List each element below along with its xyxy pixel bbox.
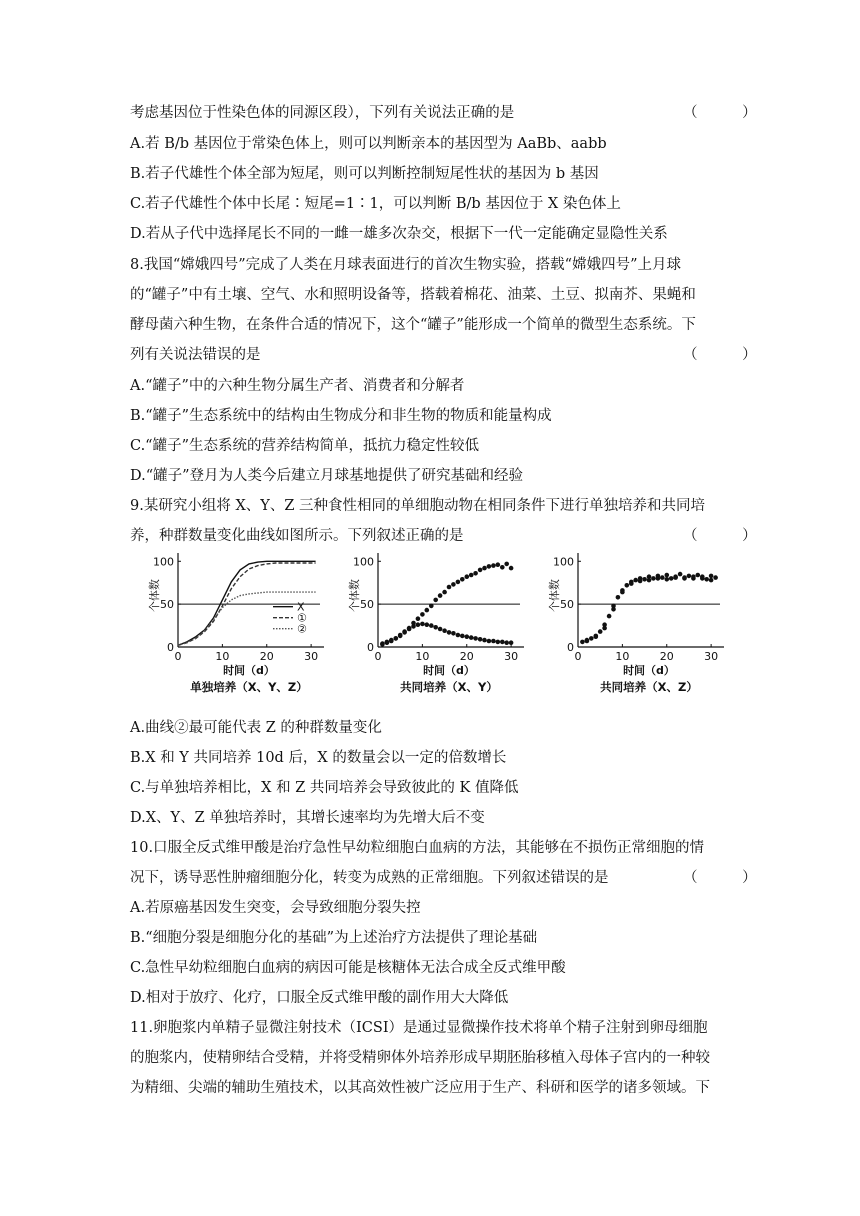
text-line: A.若 B/b 基因位于常染色体上，则可以判断亲本的基因型为 AaBb、aabb [130, 136, 607, 152]
y-tick-label: 0 [167, 641, 174, 654]
data-point [642, 577, 647, 582]
x-axis-label: 时间（d） [223, 664, 275, 677]
data-point [478, 637, 483, 642]
data-point [616, 595, 621, 600]
data-point [660, 575, 665, 580]
data-point [491, 563, 496, 568]
data-point [620, 590, 625, 595]
y-tick-label: 50 [160, 598, 174, 612]
panel-caption: 单独培养（X、Y、Z） [190, 680, 308, 694]
x-tick-label: 10 [615, 650, 630, 663]
data-point [633, 578, 638, 583]
data-point [416, 616, 421, 621]
data-point [585, 639, 590, 644]
data-point [385, 640, 390, 645]
data-point [713, 575, 718, 580]
data-point [473, 571, 478, 576]
text-line: C.与单独培养相比，X 和 Z 共同培养会导致彼此的 K 值降低 [130, 780, 519, 796]
data-point [691, 574, 696, 579]
y-tick-label: 100 [353, 555, 374, 569]
text-line: D.相对于放疗、化疗，口服全反式维甲酸的副作用大大降低 [130, 990, 509, 1006]
data-point [696, 573, 701, 578]
x-axis-label: 时间（d） [423, 664, 475, 677]
data-point [629, 581, 634, 586]
text-line: B.“细胞分裂是细胞分化的基础”为上述治疗方法提供了理论基础 [130, 930, 538, 946]
data-point [669, 576, 674, 581]
x-tick-label: 0 [174, 650, 182, 663]
data-point [487, 639, 492, 644]
legend-label: ① [297, 611, 307, 625]
y-axis-label: 个体数 [148, 579, 161, 613]
text-line: A.曲线②最可能代表 Z 的种群数量变化 [130, 720, 382, 736]
data-point [625, 583, 630, 588]
data-point [611, 607, 616, 612]
data-point [438, 627, 443, 632]
data-point [447, 585, 452, 590]
series-line-1 [178, 561, 316, 645]
y-tick-label: 100 [153, 555, 174, 569]
data-point [398, 634, 403, 639]
text-line: 10.口服全反式维甲酸是治疗急性早幼粒细胞白血病的方法，其能够在不损伤正常细胞的情 [130, 840, 705, 856]
legend-label: X [297, 600, 305, 614]
data-point [665, 577, 670, 582]
text-line: B.X 和 Y 共同培养 10d 后，X 的数量会以一定的倍数增长 [130, 750, 507, 766]
x-tick-label: 30 [504, 650, 519, 663]
data-point [456, 633, 461, 638]
answer-bracket: （ ） [683, 528, 777, 544]
text-line: 列有关说法错误的是 [130, 347, 261, 363]
text-line: A.若原癌基因发生突变，会导致细胞分裂失控 [130, 900, 421, 916]
x-tick-label: 20 [459, 650, 474, 663]
answer-bracket: （ ） [683, 347, 777, 363]
data-point [509, 566, 514, 571]
data-point [478, 568, 483, 573]
y-tick-label: 0 [567, 641, 574, 654]
y-tick-label: 0 [367, 641, 374, 654]
answer-bracket: （ ） [683, 870, 777, 886]
data-point [433, 625, 438, 630]
data-point [602, 626, 607, 631]
panel-caption: 共同培养（X、Y） [400, 680, 498, 694]
data-point [678, 572, 683, 577]
text-line: D.X、Y、Z 单独培养时，其增长速率均为先增大后不变 [130, 810, 485, 826]
data-point [482, 566, 487, 571]
data-point [425, 622, 430, 627]
data-point [638, 579, 643, 584]
data-point [504, 562, 509, 567]
data-point [496, 562, 501, 567]
data-point [665, 573, 670, 578]
x-tick-label: 10 [215, 650, 230, 663]
data-point [442, 628, 447, 633]
text-line: D.若从子代中选择尾长不同的一雌一雄多次杂交，根据下一代一定能确定显隐性关系 [130, 226, 668, 242]
data-point [598, 629, 603, 634]
data-point [482, 638, 487, 643]
text-line: 的胞浆内，使精卵结合受精，并将受精卵体外培养形成早期胚胎移植入母体子宫内的一种较 [130, 1050, 710, 1066]
data-point [704, 577, 709, 582]
text-line: 为精细、尖端的辅助生殖技术，以其高效性被广泛应用于生产、科研和医学的诸多领域。下 [130, 1080, 710, 1096]
data-point [647, 578, 652, 583]
data-point [469, 635, 474, 640]
text-line: D.“罐子”登月为人类今后建立月球基地提供了研究基础和经验 [130, 468, 524, 484]
data-point [709, 574, 714, 579]
text-line: 8.我国“嫦娥四号”完成了人类在月球表面进行的首次生物实验，搭载“嫦娥四号”上月球 [130, 257, 681, 273]
data-point [402, 630, 407, 635]
data-point [709, 578, 714, 583]
data-point [429, 623, 434, 628]
data-point [447, 630, 452, 635]
data-point [456, 580, 461, 585]
text-line: B.若子代雄性个体全部为短尾，则可以判断控制短尾性状的基因为 b 基因 [130, 166, 599, 182]
data-point [438, 593, 443, 598]
text-line: 考虑基因位于性染色体的同源区段），下列有关说法正确的是 [130, 105, 515, 121]
y-tick-label: 50 [560, 598, 574, 612]
data-point [460, 577, 465, 582]
data-point [433, 598, 438, 603]
data-point [491, 639, 496, 644]
data-point [673, 575, 678, 580]
text-line: 9.某研究小组将 X、Y、Z 三种食性相同的单细胞动物在相同条件下进行单独培养和共同培 [130, 498, 706, 514]
data-point [465, 634, 470, 639]
y-axis-label: 个体数 [548, 579, 561, 613]
data-point [407, 627, 412, 632]
data-point [469, 573, 474, 578]
x-tick-label: 20 [659, 650, 674, 663]
data-point [451, 582, 456, 587]
data-point [500, 640, 505, 645]
data-point [451, 631, 456, 636]
text-line: A.“罐子”中的六种生物分属生产者、消费者和分解者 [130, 378, 465, 394]
data-point [500, 565, 505, 570]
x-tick-label: 20 [259, 650, 274, 663]
data-point [496, 640, 501, 645]
data-point [589, 636, 594, 641]
x-axis-label: 时间（d） [623, 664, 675, 677]
data-point [465, 574, 470, 579]
panel-caption: 共同培养（X、Z） [600, 680, 698, 694]
data-point [651, 576, 656, 581]
x-tick-label: 0 [574, 650, 582, 663]
data-point [594, 634, 599, 639]
data-point [389, 639, 394, 644]
data-point [487, 564, 492, 569]
text-line: 酵母菌六种生物，在条件合适的情况下，这个“罐子”能形成一个简单的微型生态系统。下 [130, 317, 696, 333]
data-point [429, 604, 434, 609]
data-point [460, 634, 465, 639]
text-line: 11.卵胞浆内单精子显微注射技术（ICSI）是通过显微操作技术将单个精子注射到卵母细胞 [130, 1020, 708, 1036]
data-point [416, 622, 421, 627]
population-figure [140, 545, 740, 705]
data-point [580, 640, 585, 645]
data-point [700, 576, 705, 581]
text-line: C.急性早幼粒细胞白血病的病因可能是核糖体无法合成全反式维甲酸 [130, 960, 566, 976]
x-tick-label: 30 [704, 650, 719, 663]
data-point [607, 614, 612, 619]
series-line-3 [178, 592, 316, 645]
data-point [656, 576, 661, 581]
legend-label: ② [297, 622, 307, 636]
answer-bracket: （ ） [683, 105, 777, 121]
y-tick-label: 100 [553, 555, 574, 569]
text-line: 的“罐子”中有土壤、空气、水和照明设备等，搭载着棉花、油菜、土豆、拟南芥、果蝇和 [130, 287, 696, 303]
data-point [425, 608, 430, 613]
text-line: B.“罐子”生态系统中的结构由生物成分和非生物的物质和能量构成 [130, 408, 552, 424]
data-point [394, 636, 399, 641]
data-point [504, 640, 509, 645]
text-line: C.“罐子”生态系统的营养结构简单，抵抗力稳定性较低 [130, 438, 480, 454]
data-point [420, 612, 425, 617]
data-point [509, 640, 514, 645]
data-point [380, 642, 385, 647]
population-charts [140, 545, 740, 705]
data-point [682, 576, 687, 581]
text-line: 况下，诱导恶性肿瘤细胞分化，转变为成熟的正常细胞。下列叙述错误的是 [130, 870, 609, 886]
data-point [442, 590, 447, 595]
data-point [420, 622, 425, 627]
data-point [411, 624, 416, 629]
y-tick-label: 50 [360, 598, 374, 612]
x-tick-label: 30 [304, 650, 319, 663]
x-tick-label: 10 [415, 650, 430, 663]
x-tick-label: 0 [374, 650, 382, 663]
data-point [687, 574, 692, 579]
data-point [473, 636, 478, 641]
text-line: 养，种群数量变化曲线如图所示。下列叙述正确的是 [130, 528, 464, 544]
y-axis-label: 个体数 [348, 579, 361, 613]
text-line: C.若子代雄性个体中长尾∶短尾=1∶1，可以判断 B/b 基因位于 X 染色体上 [130, 196, 621, 212]
